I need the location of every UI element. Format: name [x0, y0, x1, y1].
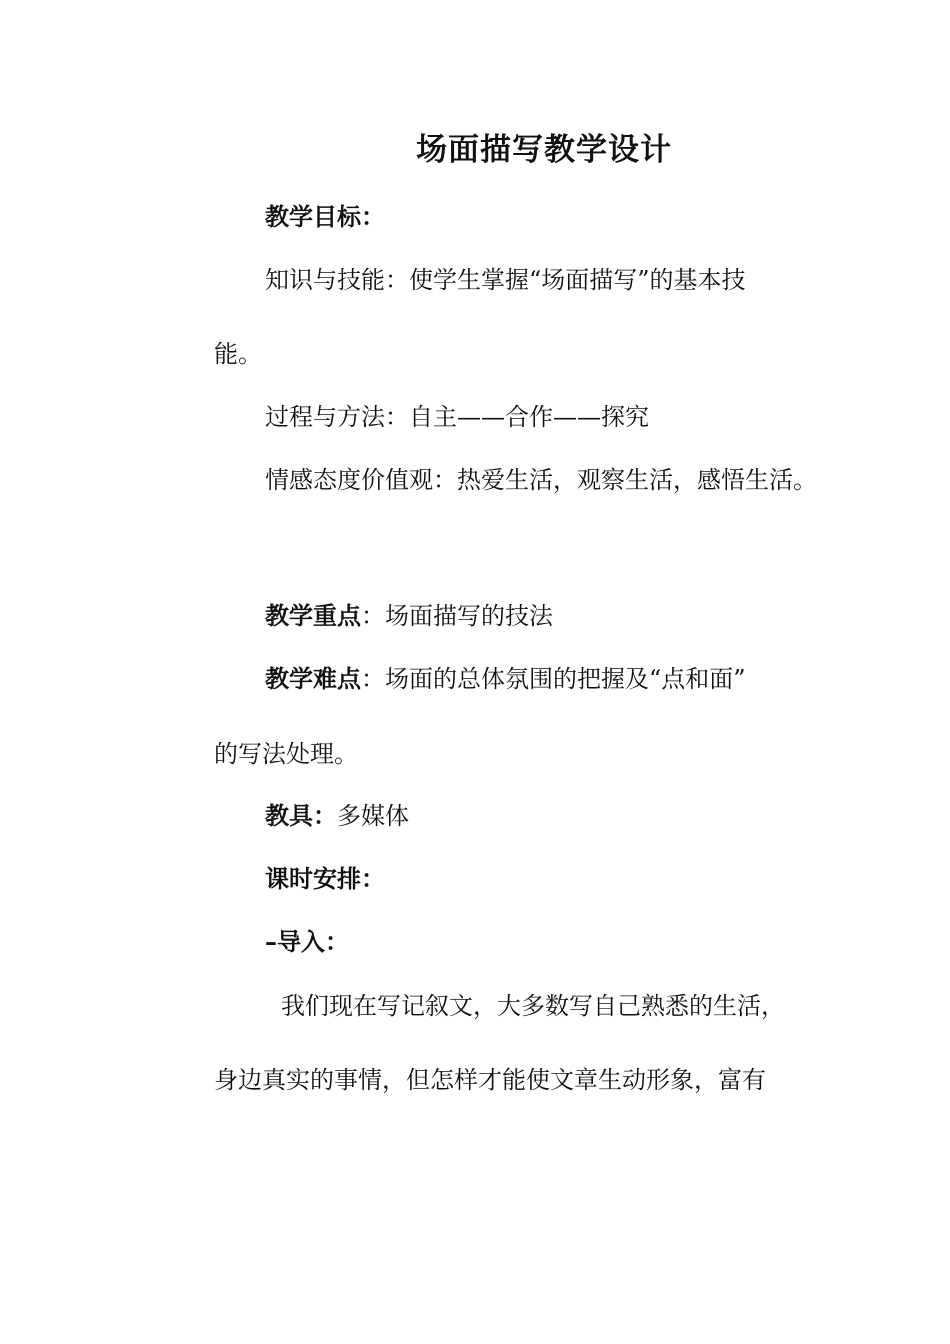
- intro-heading: –导入：: [265, 927, 349, 956]
- process-method-line: 过程与方法：自主——合作——探究: [265, 403, 649, 431]
- tools-text: 多媒体: [337, 802, 409, 830]
- difficulty-label: 教学难点: [265, 664, 361, 693]
- difficulty-paragraph: [265, 663, 746, 695]
- tools-paragraph: [265, 800, 409, 832]
- difficulty-text: ：场面的总体氛围的把握及“点和面”: [361, 665, 746, 693]
- emotion-attitude-line: 情感态度价值观：热爱生活，观察生活，感悟生活。: [265, 466, 817, 494]
- knowledge-skill-line-1: 知识与技能：使学生掌握“场面描写”的基本技: [265, 266, 746, 294]
- schedule-heading: 课时安排：: [265, 864, 385, 893]
- knowledge-skill-line-2: 能。: [214, 340, 262, 368]
- key-point-label: 教学重点: [265, 601, 361, 630]
- objectives-heading: 教学目标：: [265, 202, 385, 231]
- document-title: 场面描写教学设计: [416, 132, 672, 168]
- key-point-text: ：场面描写的技法: [361, 602, 553, 630]
- intro-line-1: 我们现在写记叙文，大多数写自己熟悉的生活，: [281, 992, 785, 1020]
- difficulty-text-line-2: 的写法处理。: [214, 740, 358, 768]
- tools-label: 教具：: [265, 801, 337, 830]
- intro-line-2: 身边真实的事情，但怎样才能使文章生动形象，富有: [214, 1066, 766, 1094]
- key-point-paragraph: [265, 600, 553, 632]
